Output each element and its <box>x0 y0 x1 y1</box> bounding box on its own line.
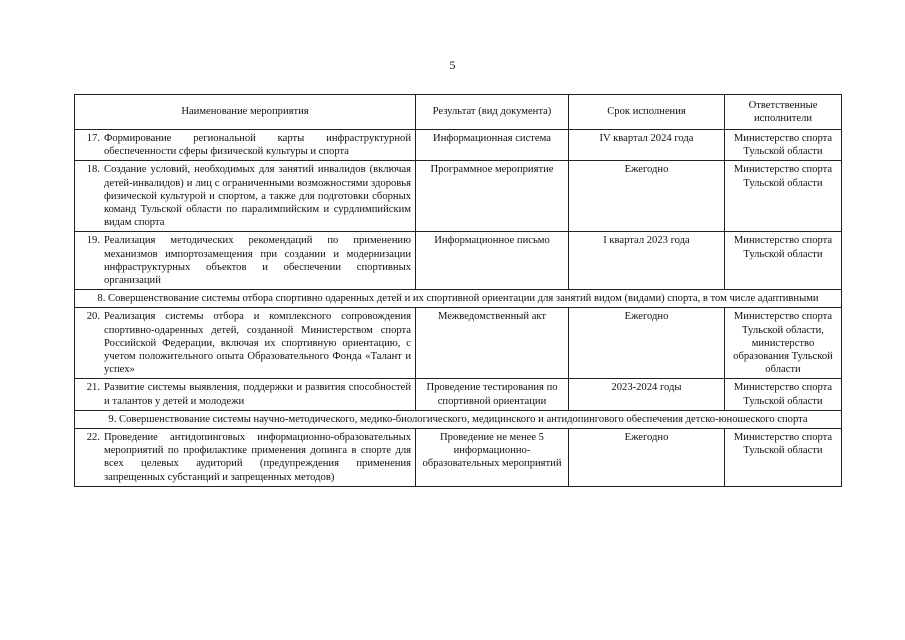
header-responsible: Ответственные исполнители <box>725 95 842 130</box>
name-cell <box>75 429 416 487</box>
measure-name: Создание условий, необходимых для занятий инвалидов (включая детей-инвалидов) и лиц с ограниченными возможностями здоровья физической культурой и спортом, а также для подготовки сборных команд Тульской области по паралимпийским и сурдлимпийским видам спорта <box>104 164 411 229</box>
measure-name: Формирование региональной карты инфраструктурной обеспеченности сферы физической культуры и спорта <box>104 133 411 158</box>
section-heading-row <box>75 290 842 308</box>
deadline-cell: Ежегодно <box>569 308 725 379</box>
deadline-cell: I квартал 2023 года <box>569 232 725 290</box>
deadline-cell: Ежегодно <box>569 429 725 487</box>
result-cell: Информационное письмо <box>416 232 569 290</box>
name-cell <box>75 379 416 410</box>
responsible-cell: Министерство спорта Тульской области, министерство образования Тульской области <box>725 308 842 379</box>
section-heading: 8. Совершенствование системы отбора спортивно одаренных детей и их спортивной ориентации для занятий видом (видами) спорта, в том числе адаптивными <box>75 290 842 308</box>
measure-name: Проведение антидопинговых информационно-образовательных мероприятий по профилактике применения допинга в спорте для всех целевых аудиторий (предупреждения применения запрещенных субстанций и запрещенных методов) <box>104 432 411 483</box>
name-cell <box>75 232 416 290</box>
measure-name: Реализация системы отбора и комплексного сопровождения спортивно-одаренных детей, созданной Министерством спорта Российской Федерации, включая их спортивную ориентацию, с учетом положительного опыта Образовательного Фонда «Талант и успех» <box>104 311 411 376</box>
measures-table <box>74 94 842 487</box>
table-row <box>75 308 842 379</box>
header-result: Результат (вид документа) <box>416 95 569 130</box>
responsible-cell: Министерство спорта Тульской области <box>725 379 842 410</box>
row-number: 21. <box>86 382 100 394</box>
deadline-cell: IV квартал 2024 года <box>569 130 725 161</box>
responsible-cell: Министерство спорта Тульской области <box>725 130 842 161</box>
section-heading-row <box>75 410 842 428</box>
result-cell: Проведение тестирования по спортивной ориентации <box>416 379 569 410</box>
row-number: 22. <box>86 432 100 444</box>
name-cell <box>75 308 416 379</box>
result-cell: Информационная система <box>416 130 569 161</box>
row-number: 18. <box>86 164 100 176</box>
row-number: 19. <box>86 235 100 247</box>
row-number: 17. <box>86 133 100 144</box>
responsible-cell: Министерство спорта Тульской области <box>725 161 842 232</box>
result-cell: Межведомственный акт <box>416 308 569 379</box>
table-row <box>75 130 842 161</box>
measure-name: Развитие системы выявления, поддержки и развития способностей и талантов у детей и молодежи <box>104 382 411 407</box>
page-number: 5 <box>449 58 456 72</box>
deadline-cell: Ежегодно <box>569 161 725 232</box>
table-row <box>75 379 842 410</box>
table-row <box>75 232 842 290</box>
row-number: 20. <box>86 311 100 323</box>
name-cell <box>75 130 416 161</box>
section-heading: 9. Совершенствование системы научно-методического, медико-биологического, медицинского и антидопингового обеспечения детско-юношеского спорта <box>75 410 842 428</box>
table-row <box>75 429 842 487</box>
result-cell: Программное мероприятие <box>416 161 569 232</box>
responsible-cell: Министерство спорта Тульской области <box>725 429 842 487</box>
header-deadline: Срок исполнения <box>569 95 725 130</box>
measure-name: Реализация методических рекомендаций по применению механизмов импортозамещения при создании и модернизации инфраструктурных объектов и обеспечении спортивных организаций <box>104 235 411 287</box>
responsible-cell: Министерство спорта Тульской области <box>725 232 842 290</box>
table-row <box>75 161 842 232</box>
name-cell <box>75 161 416 232</box>
result-cell: Проведение не менее 5 информационно-образовательных мероприятий <box>416 429 569 487</box>
deadline-cell: 2023-2024 годы <box>569 379 725 410</box>
table-header-row <box>75 95 842 130</box>
header-name: Наименование мероприятия <box>75 95 416 130</box>
